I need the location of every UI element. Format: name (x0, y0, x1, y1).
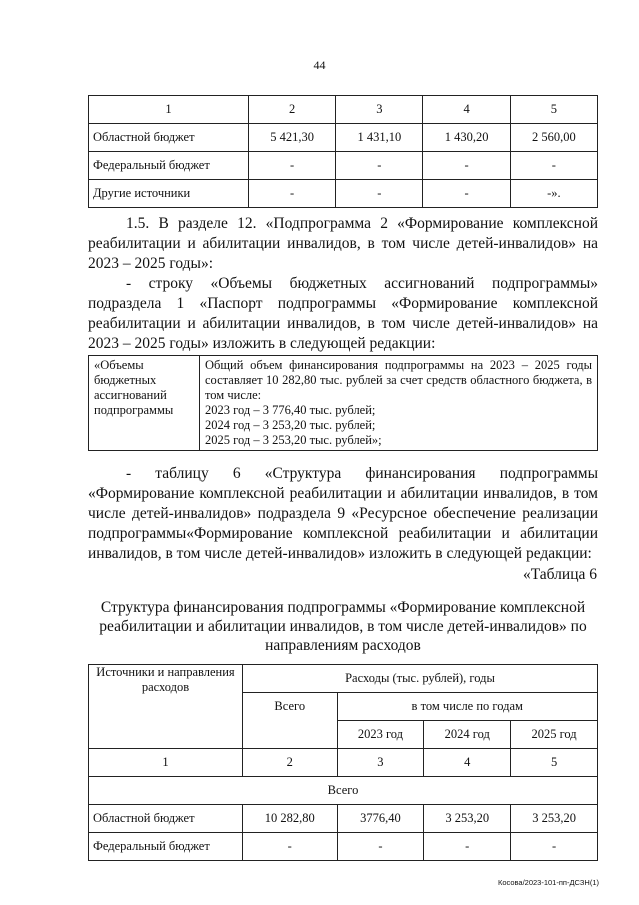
table-number-row (89, 749, 598, 777)
column-number: 5 (510, 96, 597, 124)
table-cell: - (243, 833, 338, 861)
row-label: Другие источники (89, 180, 249, 208)
row-label: Областной бюджет (89, 124, 249, 152)
table-cell: - (248, 152, 335, 180)
table-cell: 3776,40 (337, 805, 424, 833)
table-cell: - (337, 833, 424, 861)
document-footer-code: Косова/2023-101-пп-ДСЗН(1) (497, 878, 599, 887)
table-cell: 10 282,80 (243, 805, 338, 833)
allocation-text (200, 356, 598, 451)
table-row (89, 833, 598, 861)
table-cell: 3 253,20 (424, 805, 511, 833)
allocation-label: «Объемы бюджетных ассигнований подпрограммы (89, 356, 200, 451)
table-row (89, 805, 598, 833)
allocation-line: 2025 год – 3 253,20 тыс. рублей»; (205, 433, 382, 447)
table-cell: - (336, 152, 423, 180)
allocation-line: 2023 год – 3 776,40 тыс. рублей; (205, 403, 376, 417)
paragraph-table-6: - таблицу 6 «Структура финансирования подпрограммы «Формирование комплексной реабилитации и абилитации инвалидов, в том числе детей-инвалидов» подраздела 9 «Ресурсное обеспечение реализации подпрограммы«Формирование комплексной реабилитации и абилитации инвалидов, в том числе детей-инвалидов» изложить в следующей редакции: (88, 465, 598, 562)
budget-allocation-table (88, 355, 598, 451)
table-cell: - (511, 833, 598, 861)
table-row (89, 180, 598, 208)
table-cell: - (424, 833, 511, 861)
header-total: Всего (243, 693, 338, 749)
row-label: Областной бюджет (89, 805, 243, 833)
column-number: 5 (511, 749, 598, 777)
header-sources: Источники и направления расходов (89, 665, 243, 749)
table-cell: 3 253,20 (511, 805, 598, 833)
column-number: 2 (243, 749, 338, 777)
column-number: 2 (248, 96, 335, 124)
table-cell: - (510, 152, 597, 180)
table-reference: «Таблица 6 (522, 566, 597, 583)
table-title: Структура финансирования подпрограммы «Формирование комплексной реабилитации и абилитации инвалидов, в том числе детей-инвалидов» по направлениям расходов (99, 599, 587, 654)
column-number: 4 (423, 96, 510, 124)
column-number: 1 (89, 749, 243, 777)
paragraph-budget-row: - строку «Объемы бюджетных ассигнований подпрограммы» подраздела 1 «Паспорт подпрограммы «Формирование комплексной реабилитации и абилитации инвалидов, в том числе детей-инвалидов» на 2023 – 2025 годы» изложить в следующей редакции: (88, 275, 598, 352)
table-cell: 2 560,00 (510, 124, 597, 152)
column-number: 3 (336, 96, 423, 124)
table-row (89, 152, 598, 180)
table-cell: 1 431,10 (336, 124, 423, 152)
table-header-row (89, 665, 598, 693)
budget-sources-table-continued (88, 95, 598, 208)
financing-structure-table (88, 664, 598, 861)
header-year: 2024 год (424, 721, 511, 749)
page-number: 44 (313, 58, 326, 72)
header-year: 2023 год (337, 721, 424, 749)
paragraph-section-1-5: 1.5. В разделе 12. «Подпрограмма 2 «Формирование комплексной реабилитации и абилитации инвалидов, в том числе детей-инвалидов» на 2023 – 2025 годы»: (88, 215, 598, 272)
table-cell: - (336, 180, 423, 208)
row-label: Федеральный бюджет (89, 152, 249, 180)
column-number: 3 (337, 749, 424, 777)
section-row (89, 777, 598, 805)
table-row (89, 124, 598, 152)
table-cell: - (248, 180, 335, 208)
table-cell: 1 430,20 (423, 124, 510, 152)
allocation-line: 2024 год – 3 253,20 тыс. рублей; (205, 418, 376, 432)
header-expenses: Расходы (тыс. рублей), годы (243, 665, 598, 693)
allocation-line: Общий объем финансирования подпрограммы на 2023 – 2025 годы составляет 10 282,80 тыс. рублей за счет средств областного бюджета, в том числе: (205, 358, 592, 402)
table-cell: - (423, 152, 510, 180)
header-year: 2025 год (511, 721, 598, 749)
header-by-years: в том числе по годам (337, 693, 598, 721)
table-cell: 5 421,30 (248, 124, 335, 152)
section-total: Всего (89, 777, 598, 805)
table-cell: -». (510, 180, 597, 208)
column-number: 4 (424, 749, 511, 777)
table-cell: - (423, 180, 510, 208)
row-label: Федеральный бюджет (89, 833, 243, 861)
table-row (89, 356, 598, 451)
column-number: 1 (89, 96, 249, 124)
table-header-row (89, 96, 598, 124)
